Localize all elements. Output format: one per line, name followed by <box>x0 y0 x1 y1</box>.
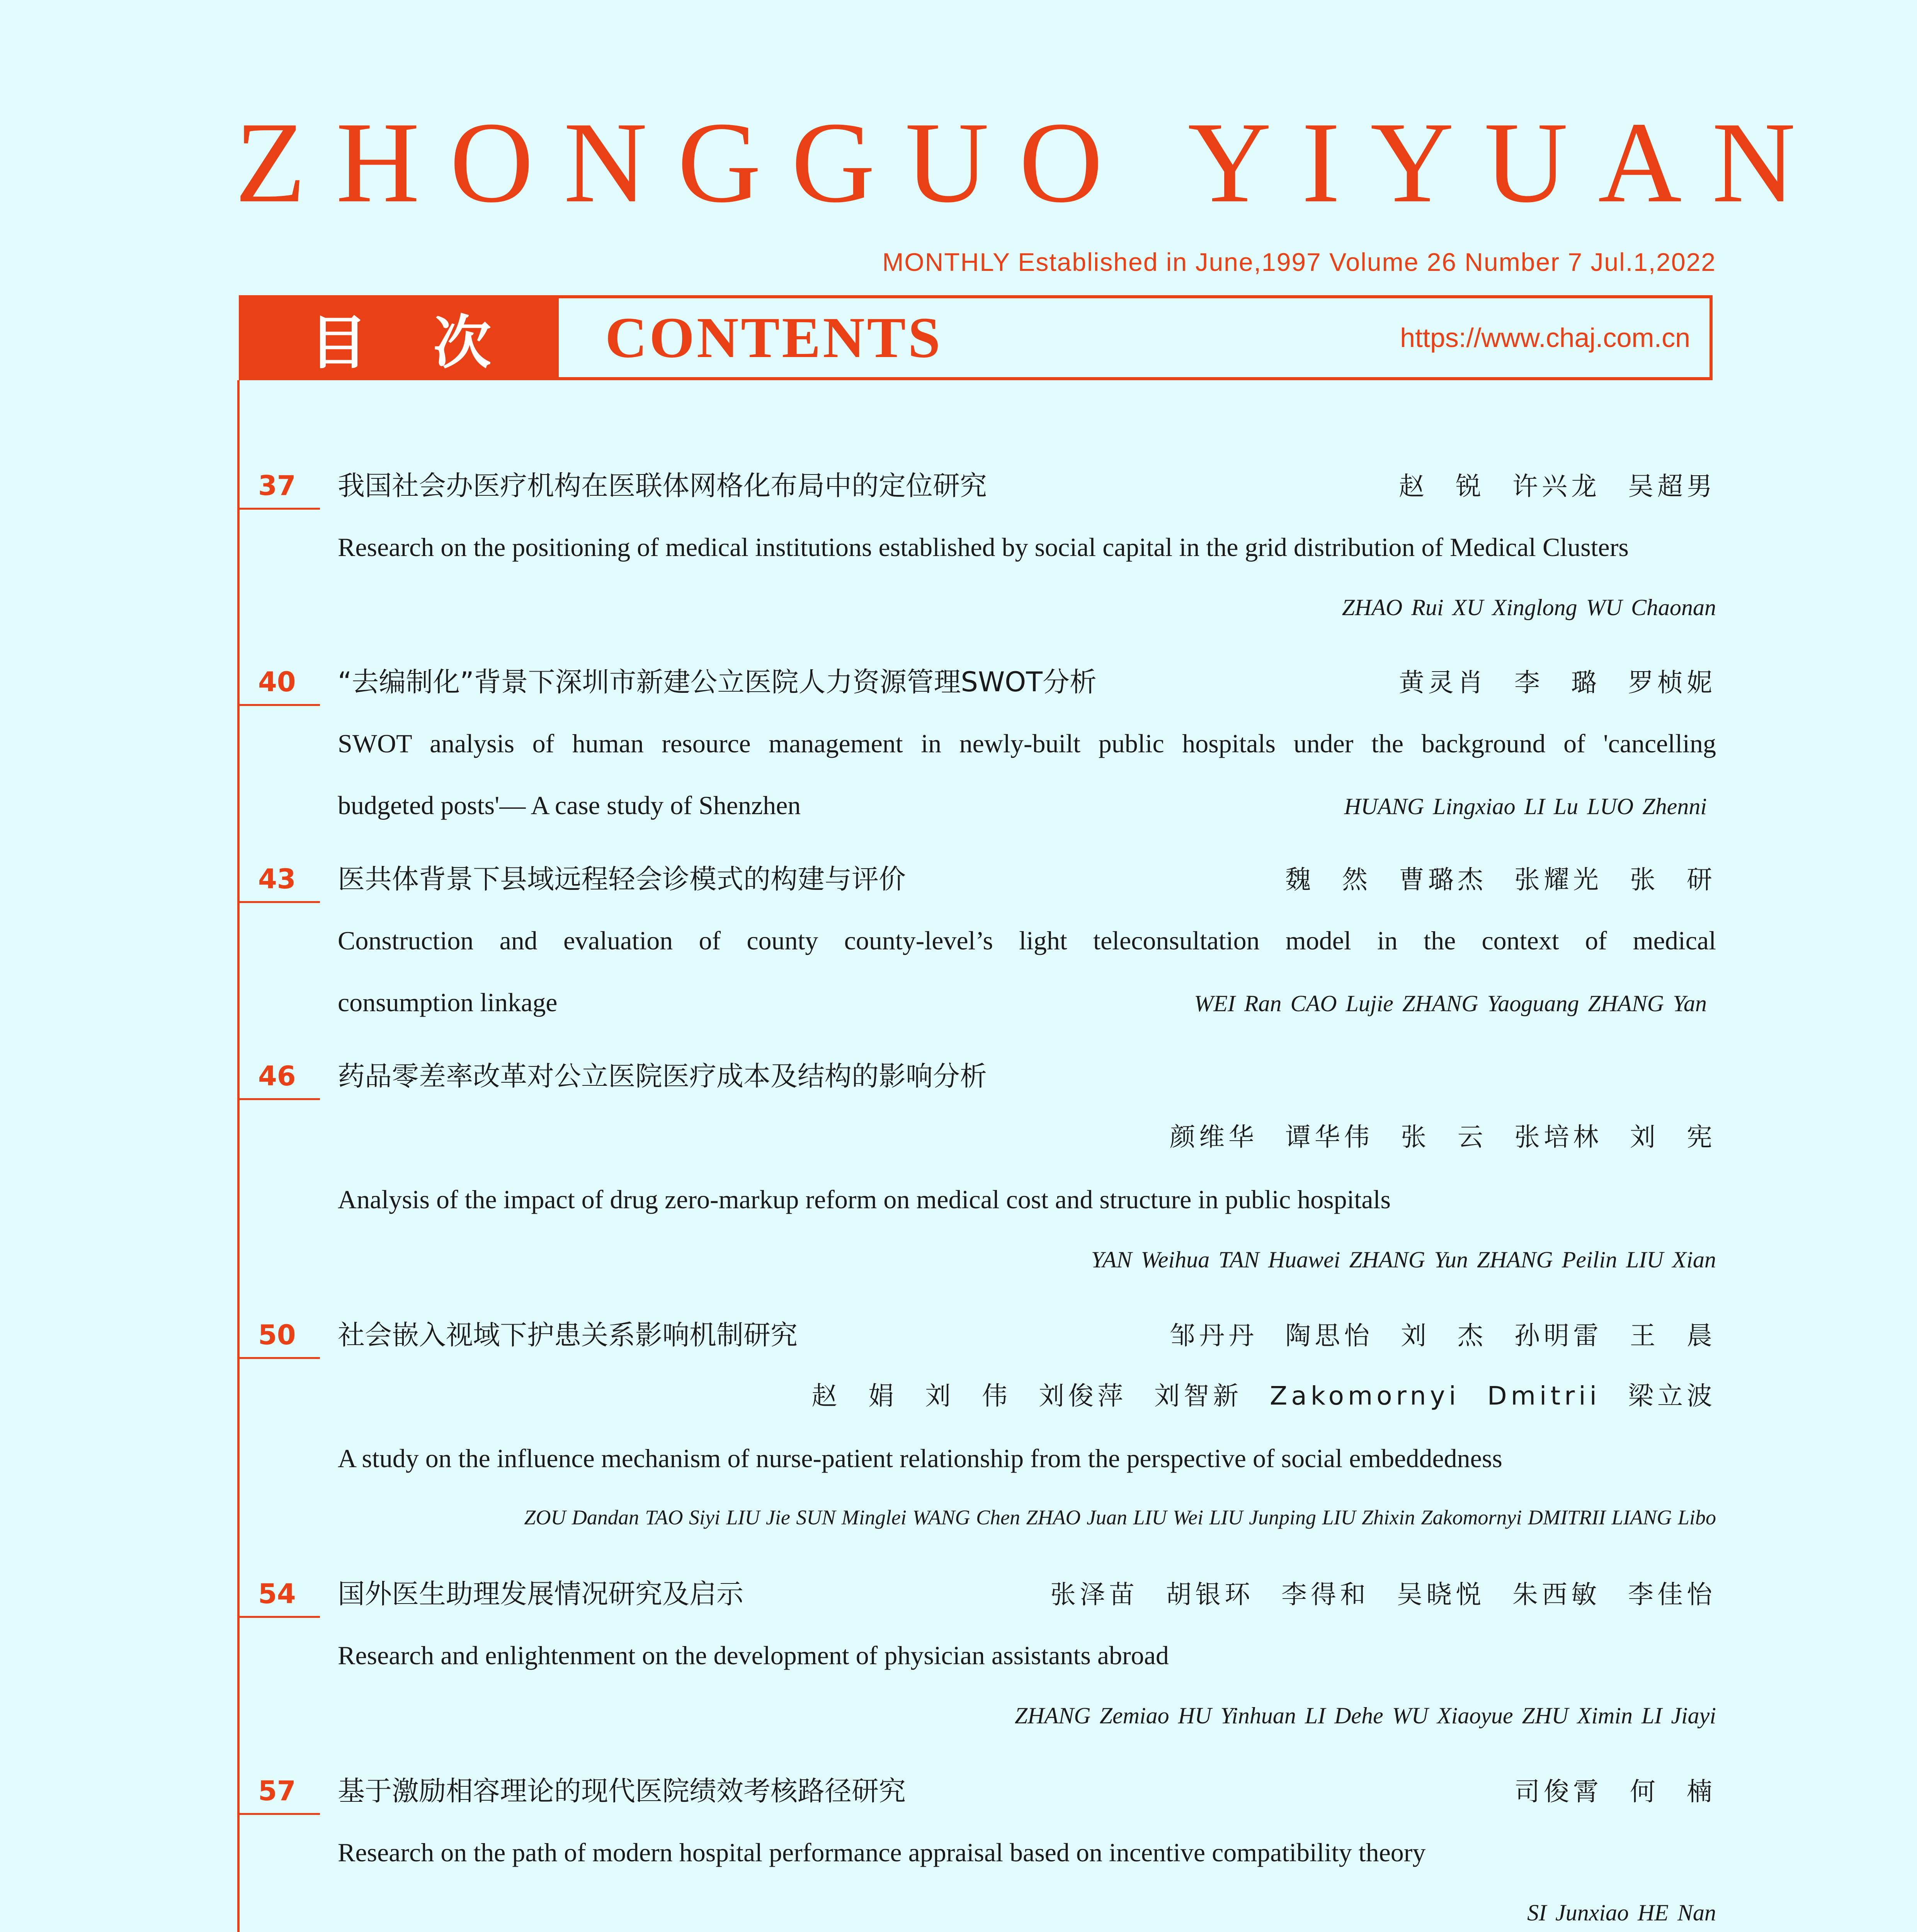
contents-label-cn: 目次 <box>242 298 559 377</box>
journal-website-link[interactable]: https://www.chaj.com.cn <box>1400 323 1690 353</box>
page-number-underline <box>239 901 320 903</box>
article-title-cn[interactable]: 基于激励相容理论的现代医院绩效考核路径研究 <box>338 1775 906 1807</box>
article-authors-en: HUANG Lingxiao LI Lu LUO Zhenni <box>1344 794 1707 819</box>
article-title-en: Research on the positioning of medical institutions established by social capital in the grid distribution of Medical Clusters <box>338 532 1629 562</box>
page-number-underline <box>239 508 320 510</box>
article-authors-cn: 张泽苗 胡银环 李得和 吴晓悦 朱西敏 李佳怡 <box>1050 1580 1716 1609</box>
article-title-cn[interactable]: 我国社会办医疗机构在医联体网格化布局中的定位研究 <box>338 470 987 502</box>
article-authors-cn: 黄灵肖 李 璐 罗桢妮 <box>1399 668 1716 697</box>
page-number[interactable]: 43 <box>258 863 296 895</box>
article-authors-en: SI Junxiao HE Nan <box>1527 1900 1716 1925</box>
article-authors-cn-line2: 赵 娟 刘 伟 刘俊萍 刘智新 Zakomornyi Dmitrii 梁立波 <box>811 1381 1716 1411</box>
article-authors-cn: 颜维华 谭华伟 张 云 张培林 刘 宪 <box>1170 1122 1716 1152</box>
contents-label-en: CONTENTS <box>605 306 943 370</box>
article-title-en: A study on the influence mechanism of nurse-patient relationship from the perspective of social embeddedness <box>338 1444 1502 1473</box>
article-title-en-line2: consumption linkage <box>338 988 558 1017</box>
page-number-underline <box>239 704 320 706</box>
page-number[interactable]: 37 <box>258 470 296 502</box>
article-authors-cn-line1: 邹丹丹 陶思怡 刘 杰 孙明雷 王 晨 <box>1170 1321 1716 1350</box>
page-number[interactable]: 57 <box>258 1775 296 1807</box>
article-title-cn[interactable]: “去编制化”背景下深圳市新建公立医院人力资源管理SWOT分析 <box>338 666 1097 698</box>
article-title-en-line1: SWOT analysis of human resource management in newly-built public hospitals under the background of 'cancelling <box>338 729 1716 758</box>
article-title-en: Research and enlightenment on the development of physician assistants abroad <box>338 1641 1169 1670</box>
page-number-underline <box>239 1616 320 1618</box>
article-title-en: Analysis of the impact of drug zero-markup reform on medical cost and structure in public hospitals <box>338 1185 1391 1214</box>
page-number[interactable]: 40 <box>258 666 296 698</box>
page-number[interactable]: 54 <box>258 1578 296 1610</box>
page-number-underline <box>239 1357 320 1359</box>
article-authors-en: ZHANG Zemiao HU Yinhuan LI Dehe WU Xiaoyue ZHU Ximin LI Jiayi <box>1014 1703 1716 1728</box>
article-authors-en: YAN Weihua TAN Huawei ZHANG Yun ZHANG Peilin LIU Xian <box>1091 1247 1716 1272</box>
article-authors-en: WEI Ran CAO Lujie ZHANG Yaoguang ZHANG Yan <box>1194 991 1707 1016</box>
article-authors-cn: 赵 锐 许兴龙 吴超男 <box>1399 471 1716 501</box>
article-title-cn[interactable]: 药品零差率改革对公立医院医疗成本及结构的影响分析 <box>338 1060 987 1092</box>
page-number[interactable]: 50 <box>258 1319 296 1351</box>
page-number[interactable]: 46 <box>258 1060 296 1092</box>
page-number-underline <box>239 1098 320 1100</box>
article-authors-cn: 魏 然 曹璐杰 张耀光 张 研 <box>1285 865 1716 895</box>
article-authors-en: ZHAO Rui XU Xinglong WU Chaonan <box>1342 595 1716 620</box>
article-authors-en: ZOU Dandan TAO Siyi LIU Jie SUN Minglei WANG Chen ZHAO Juan LIU Wei LIU Junping LIU Zhixin Zakomornyi DMITRII LIANG Libo <box>524 1506 1716 1529</box>
issue-info: MONTHLY Established in June,1997 Volume 26 Number 7 Jul.1,2022 <box>882 248 1716 276</box>
journal-masthead: ZHONGGUO YIYUAN <box>235 98 1826 226</box>
article-authors-cn: 司俊霄 何 楠 <box>1514 1777 1716 1806</box>
page-number-underline <box>239 1813 320 1815</box>
article-title-en-line1: Construction and evaluation of county county-level’s light teleconsultation model in the context of medical <box>338 926 1716 955</box>
article-title-cn[interactable]: 社会嵌入视域下护患关系影响机制研究 <box>338 1319 798 1351</box>
article-title-cn[interactable]: 医共体背景下县域远程轻会诊模式的构建与评价 <box>338 863 906 895</box>
article-title-en: Research on the path of modern hospital performance appraisal based on incentive compatibility theory <box>338 1838 1426 1867</box>
article-title-cn[interactable]: 国外医生助理发展情况研究及启示 <box>338 1578 743 1610</box>
article-title-en-line2: budgeted posts'— A case study of Shenzhen <box>338 791 801 820</box>
